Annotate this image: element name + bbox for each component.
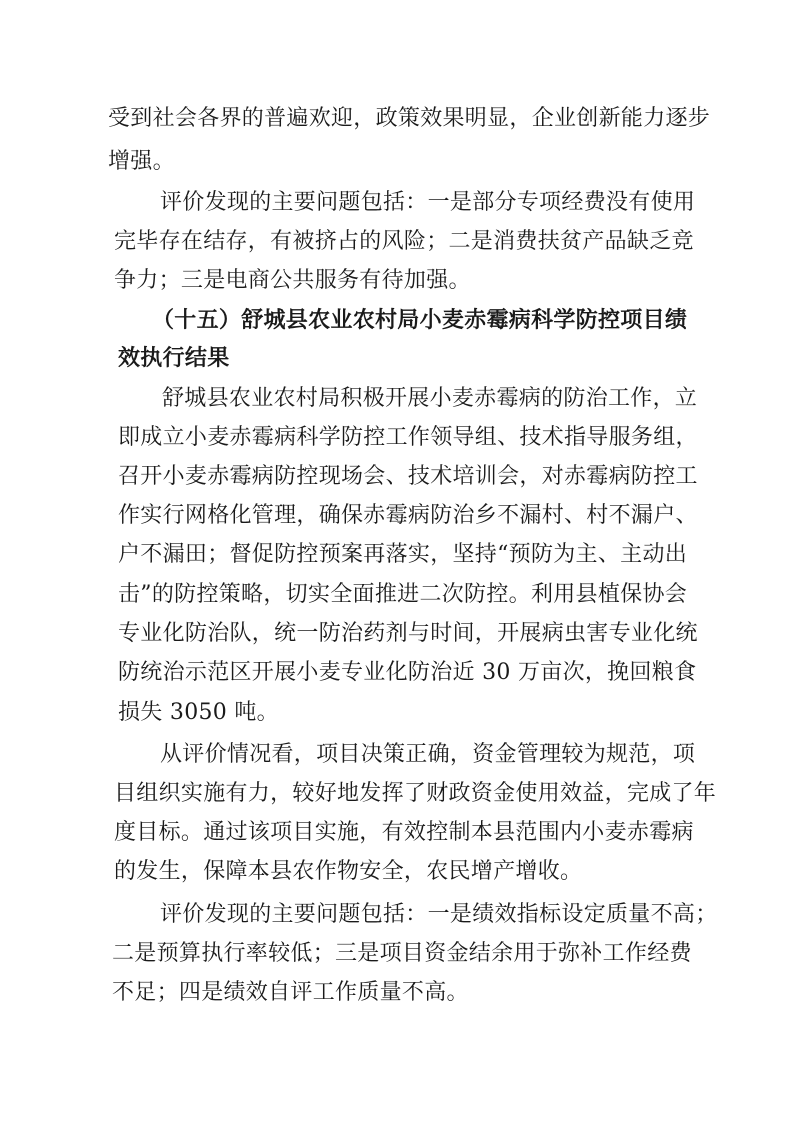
text-line: 度目标。通过该项目实施，有效控制本县范围内小麦赤霉病 <box>114 820 694 845</box>
text-line: 目组织实施有力，较好地发挥了财政资金使用效益，完成了年 <box>114 781 717 806</box>
text-line: 增强。 <box>108 149 175 174</box>
section-heading-line: （十五）舒城县农业农村局小麦赤霉病科学防控项目绩 <box>152 308 688 333</box>
section-heading-line: 效执行结果 <box>118 346 230 371</box>
text-line: 召开小麦赤霉病防控现场会、技术培训会，对赤霉病防控工 <box>118 464 698 489</box>
text-line: 二是预算执行率较低；三是项目资金结余用于弥补工作经费 <box>112 941 692 966</box>
text-line: 不足；四是绩效自评工作质量不高。 <box>112 980 469 1005</box>
text-line: 完毕存在结存，有被挤占的风险；二是消费扶贫产品缺乏竞 <box>114 229 694 254</box>
text-line: 损失 3050 吨。 <box>118 700 279 725</box>
text-line: 舒城县农业农村局积极开展小麦赤霉病的防治工作，立 <box>162 386 698 411</box>
text-line: 争力；三是电商公共服务有待加强。 <box>114 268 471 293</box>
text-line: 评价发现的主要问题包括：一是绩效指标设定质量不高； <box>160 902 718 927</box>
text-line: 从评价情况看，项目决策正确，资金管理较为规范，项 <box>160 742 696 767</box>
text-line: 作实行网格化管理，确保赤霉病防治乡不漏村、村不漏户、 <box>118 503 698 528</box>
text-line: 的发生，保障本县农作物安全，农民增产增收。 <box>114 859 583 884</box>
text-line: 评价发现的主要问题包括：一是部分专项经费没有使用 <box>160 190 696 215</box>
text-line: 即成立小麦赤霉病科学防控工作领导组、技术指导服务组， <box>118 425 698 450</box>
text-line: 户不漏田；督促防控预案再落实，坚持“预防为主、主动出 <box>118 542 688 567</box>
text-line: 防统治示范区开展小麦专业化防治近 30 万亩次，挽回粮食 <box>118 660 697 685</box>
text-line: 专业化防治队，统一防治药剂与时间，开展病虫害专业化统 <box>118 621 698 646</box>
text-line: 受到社会各界的普遍欢迎，政策效果明显，企业创新能力逐步 <box>108 106 711 131</box>
text-line: 击”的防控策略，切实全面推进二次防控。利用县植保协会 <box>118 582 688 607</box>
